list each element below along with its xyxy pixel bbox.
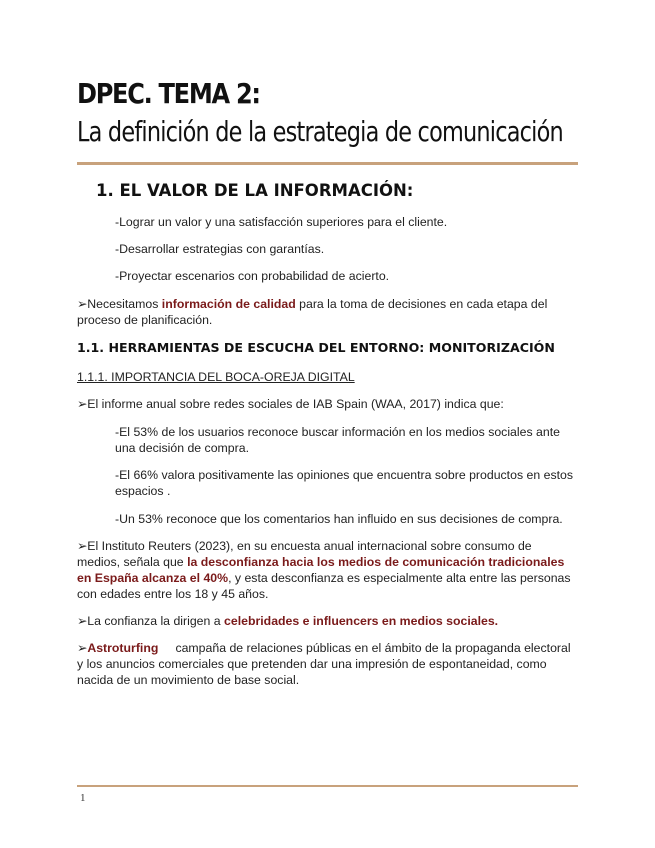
page-number: 1 bbox=[80, 792, 86, 804]
doc-title-line2: La definición de la estrategia de comunicación bbox=[77, 115, 563, 148]
trust-paragraph bbox=[77, 613, 577, 629]
doc-title-line1: DPEC. TEMA 2: bbox=[77, 77, 260, 110]
footer-divider bbox=[77, 785, 578, 787]
astro-pre: ➢ bbox=[77, 641, 88, 655]
astro-post: campaña de relaciones públicas en el ámbito de la propaganda electoral y los anuncios comerciales que pretenden dar una impresión de espontaneidad, como nacida de un movimiento de base social. bbox=[77, 641, 574, 687]
stat-item-3: -Un 53% reconoce que los comentarios han influido en sus decisiones de compra. bbox=[115, 512, 563, 526]
stat-item-2: -El 66% valora positivamente las opiniones que encuentra sobre productos en estos espacios . bbox=[115, 468, 573, 498]
section1-item-2: -Desarrollar estrategias con garantías. bbox=[115, 242, 325, 256]
trust-highlight: celebridades e influencers en medios sociales. bbox=[224, 614, 499, 628]
section1-item-3: -Proyectar escenarios con probabilidad de acierto. bbox=[115, 269, 390, 283]
need-highlight: información de calidad bbox=[161, 297, 296, 311]
stat-item-1: -El 53% de los usuarios reconoce buscar información en los medios sociales ante una decisión de compra. bbox=[115, 425, 560, 455]
iab-intro: ➢El informe anual sobre redes sociales de IAB Spain (WAA, 2017) indica que: bbox=[77, 397, 504, 411]
section1-heading: 1. EL VALOR DE LA INFORMACIÓN: bbox=[96, 181, 414, 200]
reuters-post: , y esta desconfianza es especialmente alta entre las personas con edades entre los 18 y 45 años. bbox=[77, 571, 571, 601]
need-pre: ➢Necesitamos bbox=[77, 297, 162, 311]
astro-highlight: Astroturfing bbox=[87, 641, 159, 655]
section11-heading: 1.1. HERRAMIENTAS DE ESCUCHA DEL ENTORNO: MONITORIZACIÓN bbox=[77, 340, 555, 355]
reuters-highlight: la desconfianza hacia los medios de comunicación tradicionales en España alcanza el 40% bbox=[77, 555, 565, 585]
need-paragraph bbox=[77, 296, 577, 328]
trust-pre: ➢La confianza la dirigen a bbox=[77, 614, 225, 628]
astroturfing-paragraph bbox=[77, 640, 577, 688]
section1-item-1: -Lograr un valor y una satisfacción superiores para el cliente. bbox=[115, 215, 448, 229]
need-post: para la toma de decisiones en cada etapa del proceso de planificación. bbox=[77, 297, 548, 327]
section111-subheading: 1.1.1. IMPORTANCIA DEL BOCA-OREJA DIGITAL bbox=[77, 370, 355, 384]
reuters-paragraph bbox=[77, 538, 577, 602]
title-divider bbox=[77, 162, 578, 165]
reuters-pre: ➢El Instituto Reuters (2023), en su encuesta anual internacional sobre consumo de medios, señala que bbox=[77, 539, 532, 569]
